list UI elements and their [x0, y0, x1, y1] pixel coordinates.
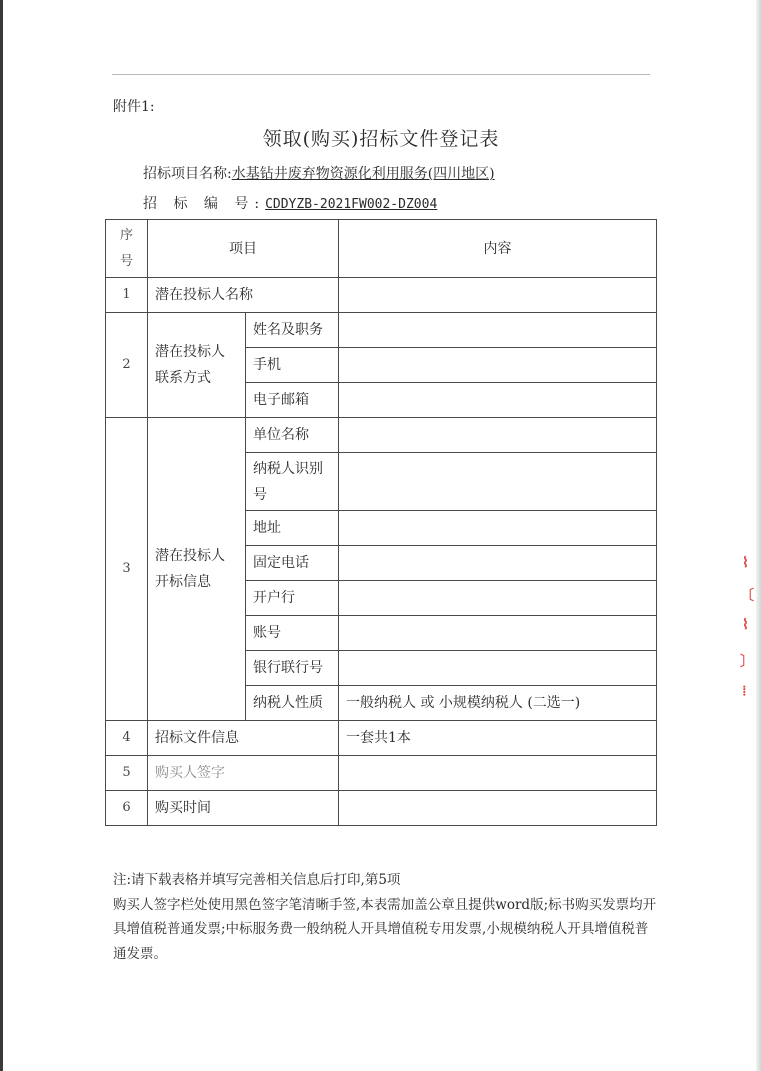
table-row [106, 791, 657, 826]
row-item: 购买人签字 [148, 756, 339, 791]
header-seq: 序号 [106, 220, 148, 278]
taxpayer-options[interactable]: 一般纳税人 或 小规模纳税人 (二选一) [339, 686, 657, 721]
content-cell[interactable] [339, 348, 657, 383]
header-rule [112, 74, 650, 75]
document-info-value: 一套共1本 [339, 721, 657, 756]
sub-item: 银行联行号 [246, 651, 339, 686]
bid-number-value: CDDYZB-2021FW002-DZ004 [265, 197, 438, 212]
project-name-line [143, 163, 495, 183]
row-item: 潜在投标人联系方式 [148, 313, 246, 418]
registration-table [105, 219, 657, 826]
page-title: 领取(购买)招标文件登记表 [262, 128, 500, 150]
content-cell[interactable] [339, 546, 657, 581]
bid-number-line [143, 193, 437, 213]
row-seq: 1 [106, 278, 148, 313]
red-seal-fragment: ⌇ 〔 ⌇ 〕 ⁞ [740, 555, 754, 699]
sub-item: 单位名称 [246, 418, 339, 453]
content-cell[interactable] [339, 651, 657, 686]
content-cell[interactable] [339, 511, 657, 546]
attachment-label: 附件1: [113, 99, 155, 115]
sub-item: 开户行 [246, 581, 339, 616]
sub-item: 手机 [246, 348, 339, 383]
sub-item: 账号 [246, 616, 339, 651]
sub-item: 纳税人识别号 [246, 453, 339, 511]
row-seq: 3 [106, 418, 148, 721]
table-row [106, 418, 657, 453]
sub-item: 姓名及职务 [246, 313, 339, 348]
row-item: 潜在投标人名称 [148, 278, 339, 313]
table-row [106, 313, 657, 348]
note-line-2: 购买人签字栏处使用黑色签字笔清晰手签,本表需加盖公章且提供word版;标书购买发票均开具增值税普通发票;中标服务费一般纳税人开具增值税专用发票,小规模纳税人开具增值税普通发票。 [113, 896, 657, 962]
sub-item: 电子邮箱 [246, 383, 339, 418]
content-cell[interactable] [339, 453, 657, 511]
bid-number-label: 招 标 编 号: [143, 196, 266, 212]
content-cell[interactable] [339, 383, 657, 418]
header-item: 项目 [148, 220, 339, 278]
table-row [106, 278, 657, 313]
sub-item: 固定电话 [246, 546, 339, 581]
project-name-label: 招标项目名称: [143, 166, 232, 182]
table-row [106, 721, 657, 756]
row-seq: 5 [106, 756, 148, 791]
sub-item: 纳税人性质 [246, 686, 339, 721]
row-item: 潜在投标人开标信息 [148, 418, 246, 721]
content-cell[interactable] [339, 313, 657, 348]
row-seq: 4 [106, 721, 148, 756]
content-cell[interactable] [339, 278, 657, 313]
scan-edge-left [0, 0, 3, 1071]
row-seq: 6 [106, 791, 148, 826]
header-content: 内容 [339, 220, 657, 278]
project-name-value: 水基钻井废弃物资源化利用服务(四川地区) [231, 166, 495, 182]
table-row [106, 756, 657, 791]
table-header-row [106, 220, 657, 278]
purchase-time-cell[interactable] [339, 791, 657, 826]
row-item: 招标文件信息 [148, 721, 339, 756]
scan-edge-right [756, 0, 762, 1071]
note-line-1: 注:请下载表格并填写完善相关信息后打印,第5项 [113, 872, 401, 888]
signature-cell[interactable] [339, 756, 657, 791]
content-cell[interactable] [339, 581, 657, 616]
content-cell[interactable] [339, 418, 657, 453]
content-cell[interactable] [339, 616, 657, 651]
row-item: 购买时间 [148, 791, 339, 826]
notes [113, 868, 658, 966]
row-seq: 2 [106, 313, 148, 418]
sub-item: 地址 [246, 511, 339, 546]
